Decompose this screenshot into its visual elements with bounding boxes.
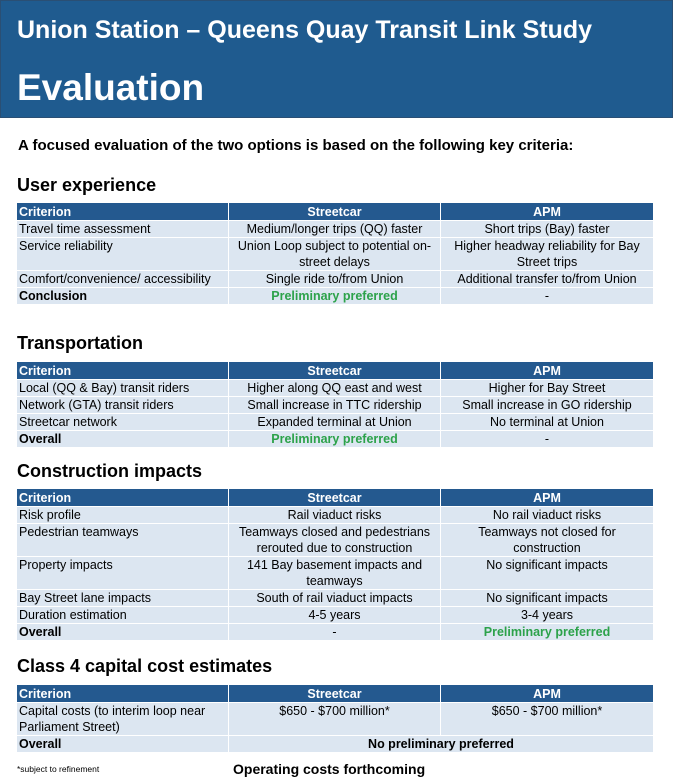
summary-label: Overall — [17, 431, 229, 448]
table-header-row — [17, 685, 654, 703]
table-header-row — [17, 362, 654, 380]
apm-summary: - — [441, 431, 654, 448]
apm-cell: No significant impacts — [441, 557, 654, 590]
apm-cell: No terminal at Union — [441, 414, 654, 431]
summary-row — [17, 431, 654, 448]
apm-cell: Teamways not closed for construction — [441, 524, 654, 557]
column-header-streetcar: Streetcar — [229, 362, 441, 380]
section-title-capital-cost: Class 4 capital cost estimates — [17, 656, 273, 676]
criterion-cell: Local (QQ & Bay) transit riders — [17, 380, 229, 397]
column-header-apm: APM — [441, 362, 654, 380]
streetcar-cell: Medium/longer trips (QQ) faster — [229, 221, 441, 238]
apm-cell: $650 - $700 million* — [441, 703, 654, 736]
table-row — [17, 397, 654, 414]
column-header-apm: APM — [441, 203, 654, 221]
table-row — [17, 271, 654, 288]
streetcar-cell: 141 Bay basement impacts and teamways — [229, 557, 441, 590]
criterion-cell: Property impacts — [17, 557, 229, 590]
streetcar-cell: Higher along QQ east and west — [229, 380, 441, 397]
table-row — [17, 590, 654, 607]
intro-text: A focused evaluation of the two options is based on the following key criteria: — [18, 137, 574, 154]
table-row — [17, 524, 654, 557]
page-title: Union Station – Queens Quay Transit Link Study — [17, 16, 593, 44]
column-header-criterion: Criterion — [17, 362, 229, 380]
streetcar-cell: 4-5 years — [229, 607, 441, 624]
section-title-construction: Construction impacts — [17, 461, 203, 481]
column-header-criterion: Criterion — [17, 685, 229, 703]
table-construction — [16, 488, 654, 641]
streetcar-summary: Preliminary preferred — [229, 431, 441, 448]
summary-row — [17, 736, 654, 753]
column-header-apm: APM — [441, 685, 654, 703]
criterion-cell: Bay Street lane impacts — [17, 590, 229, 607]
criterion-cell: Service reliability — [17, 238, 229, 271]
apm-summary: - — [441, 288, 654, 305]
table-row — [17, 414, 654, 431]
apm-cell: No rail viaduct risks — [441, 507, 654, 524]
table-user-experience — [16, 202, 654, 305]
apm-cell: Short trips (Bay) faster — [441, 221, 654, 238]
column-header-apm: APM — [441, 489, 654, 507]
table-transportation — [16, 361, 654, 448]
section-title-transportation: Transportation — [17, 333, 144, 353]
criterion-cell: Pedestrian teamways — [17, 524, 229, 557]
criterion-cell: Capital costs (to interim loop near Parliament Street) — [17, 703, 229, 736]
apm-cell: 3-4 years — [441, 607, 654, 624]
table-row — [17, 380, 654, 397]
column-header-criterion: Criterion — [17, 489, 229, 507]
criterion-cell: Streetcar network — [17, 414, 229, 431]
streetcar-cell: Expanded terminal at Union — [229, 414, 441, 431]
column-header-streetcar: Streetcar — [229, 203, 441, 221]
apm-cell: Additional transfer to/from Union — [441, 271, 654, 288]
column-header-streetcar: Streetcar — [229, 489, 441, 507]
table-row — [17, 238, 654, 271]
streetcar-cell: Single ride to/from Union — [229, 271, 441, 288]
apm-cell: Higher for Bay Street — [441, 380, 654, 397]
table-capital-cost — [16, 684, 654, 753]
footnote: *subject to refinement — [17, 764, 100, 774]
summary-label: Overall — [17, 736, 229, 753]
table-row — [17, 221, 654, 238]
streetcar-cell: Teamways closed and pedestrians rerouted due to construction — [229, 524, 441, 557]
criterion-cell: Travel time assessment — [17, 221, 229, 238]
streetcar-cell: Small increase in TTC ridership — [229, 397, 441, 414]
operating-costs-note: Operating costs forthcoming — [233, 761, 426, 777]
table-row — [17, 703, 654, 736]
summary-row — [17, 624, 654, 641]
table-header-row — [17, 203, 654, 221]
streetcar-cell: Rail viaduct risks — [229, 507, 441, 524]
criterion-cell: Comfort/convenience/ accessibility — [17, 271, 229, 288]
table-header-row — [17, 489, 654, 507]
apm-cell: Higher headway reliability for Bay Street trips — [441, 238, 654, 271]
column-header-criterion: Criterion — [17, 203, 229, 221]
section-title-user-experience: User experience — [17, 175, 157, 195]
streetcar-summary: Preliminary preferred — [229, 288, 441, 305]
table-row — [17, 557, 654, 590]
summary-label: Conclusion — [17, 288, 229, 305]
criterion-cell: Network (GTA) transit riders — [17, 397, 229, 414]
table-row — [17, 607, 654, 624]
streetcar-summary: - — [229, 624, 441, 641]
criterion-cell: Duration estimation — [17, 607, 229, 624]
table-row — [17, 507, 654, 524]
summary-row — [17, 288, 654, 305]
criterion-cell: Risk profile — [17, 507, 229, 524]
streetcar-cell: Union Loop subject to potential on-street delays — [229, 238, 441, 271]
summary-label: Overall — [17, 624, 229, 641]
apm-cell: No significant impacts — [441, 590, 654, 607]
apm-cell: Small increase in GO ridership — [441, 397, 654, 414]
column-header-streetcar: Streetcar — [229, 685, 441, 703]
streetcar-cell: $650 - $700 million* — [229, 703, 441, 736]
merged-summary: No preliminary preferred — [229, 736, 654, 753]
streetcar-cell: South of rail viaduct impacts — [229, 590, 441, 607]
title-banner — [0, 0, 673, 118]
apm-summary: Preliminary preferred — [441, 624, 654, 641]
page-subtitle: Evaluation — [17, 67, 205, 108]
